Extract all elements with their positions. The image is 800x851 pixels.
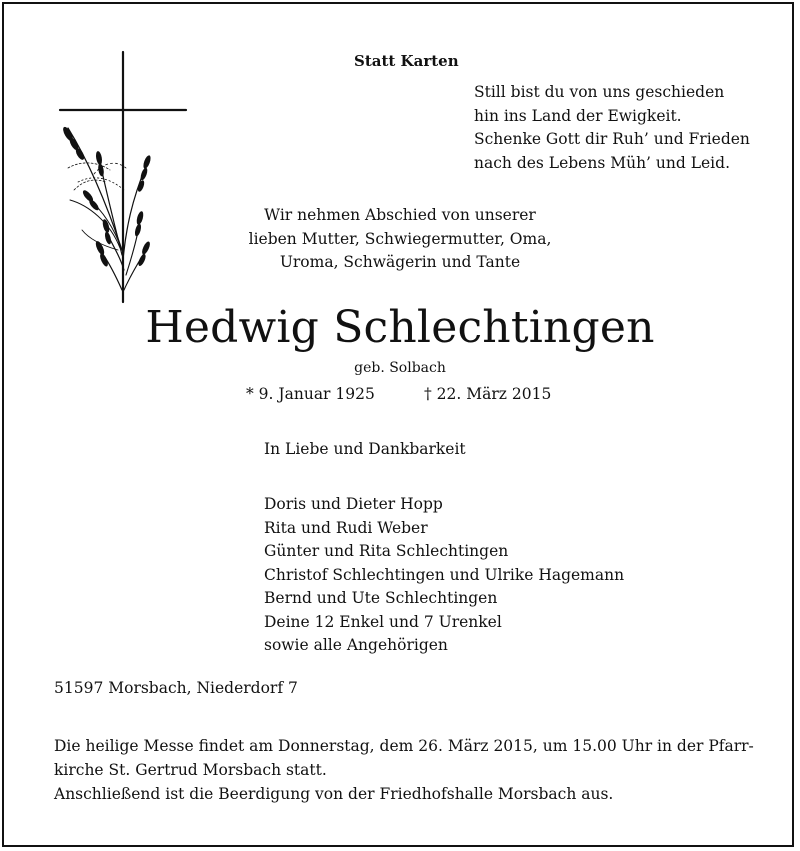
mourner-entry: Günter und Rita Schlechtingen bbox=[264, 542, 509, 560]
mourner-entry: Rita und Rudi Weber bbox=[264, 518, 428, 537]
mourner-entry: Bernd und Ute Schlechtingen bbox=[264, 589, 498, 607]
poem-line: Still bist du von uns geschieden bbox=[474, 83, 725, 101]
burial-notice: Anschließend ist die Beerdigung von der Friedhofshalle Morsbach aus. bbox=[54, 785, 614, 803]
intro-line: lieben Mutter, Schwiegermutter, Oma, bbox=[248, 229, 552, 248]
mourner-entry: Christof Schlechtingen und Ulrike Hagemann bbox=[264, 565, 625, 584]
farewell-intro bbox=[232, 204, 568, 275]
poem-line: hin ins Land der Ewigkeit. bbox=[474, 106, 682, 125]
service-notice-line: kirche St. Gertrud Morsbach statt. bbox=[54, 760, 327, 779]
birth-name: geb. Solbach bbox=[354, 360, 446, 376]
poem-line: nach des Lebens Müh’ und Leid. bbox=[474, 153, 730, 172]
statt-karten-label: Statt Karten bbox=[354, 52, 459, 70]
cross-with-wheat-icon bbox=[54, 50, 194, 306]
poem-verse bbox=[474, 81, 750, 175]
closing-phrase: In Liebe und Dankbarkeit bbox=[264, 440, 466, 458]
mourner-entry: Doris und Dieter Hopp bbox=[264, 495, 443, 513]
mourner-entry: Deine 12 Enkel und 7 Urenkel bbox=[264, 612, 502, 631]
death-date: † 22. März 2015 bbox=[424, 385, 552, 403]
mourner-entry: sowie alle Angehörigen bbox=[264, 636, 448, 654]
birth-date: * 9. Januar 1925 bbox=[246, 385, 375, 403]
intro-line: Wir nehmen Abschied von unserer bbox=[264, 206, 536, 224]
family-address: 51597 Morsbach, Niederdorf 7 bbox=[54, 679, 298, 697]
service-notice bbox=[54, 735, 754, 782]
intro-line: Uroma, Schwägerin und Tante bbox=[279, 253, 521, 271]
mourners-list bbox=[264, 493, 624, 658]
service-notice-line: Die heilige Messe findet am Donnerstag, dem 26. März 2015, um 15.00 Uhr in der Pfarr- bbox=[54, 737, 754, 755]
deceased-name: Hedwig Schlechtingen bbox=[145, 302, 655, 353]
poem-line: Schenke Gott dir Ruh’ und Frieden bbox=[474, 130, 750, 148]
